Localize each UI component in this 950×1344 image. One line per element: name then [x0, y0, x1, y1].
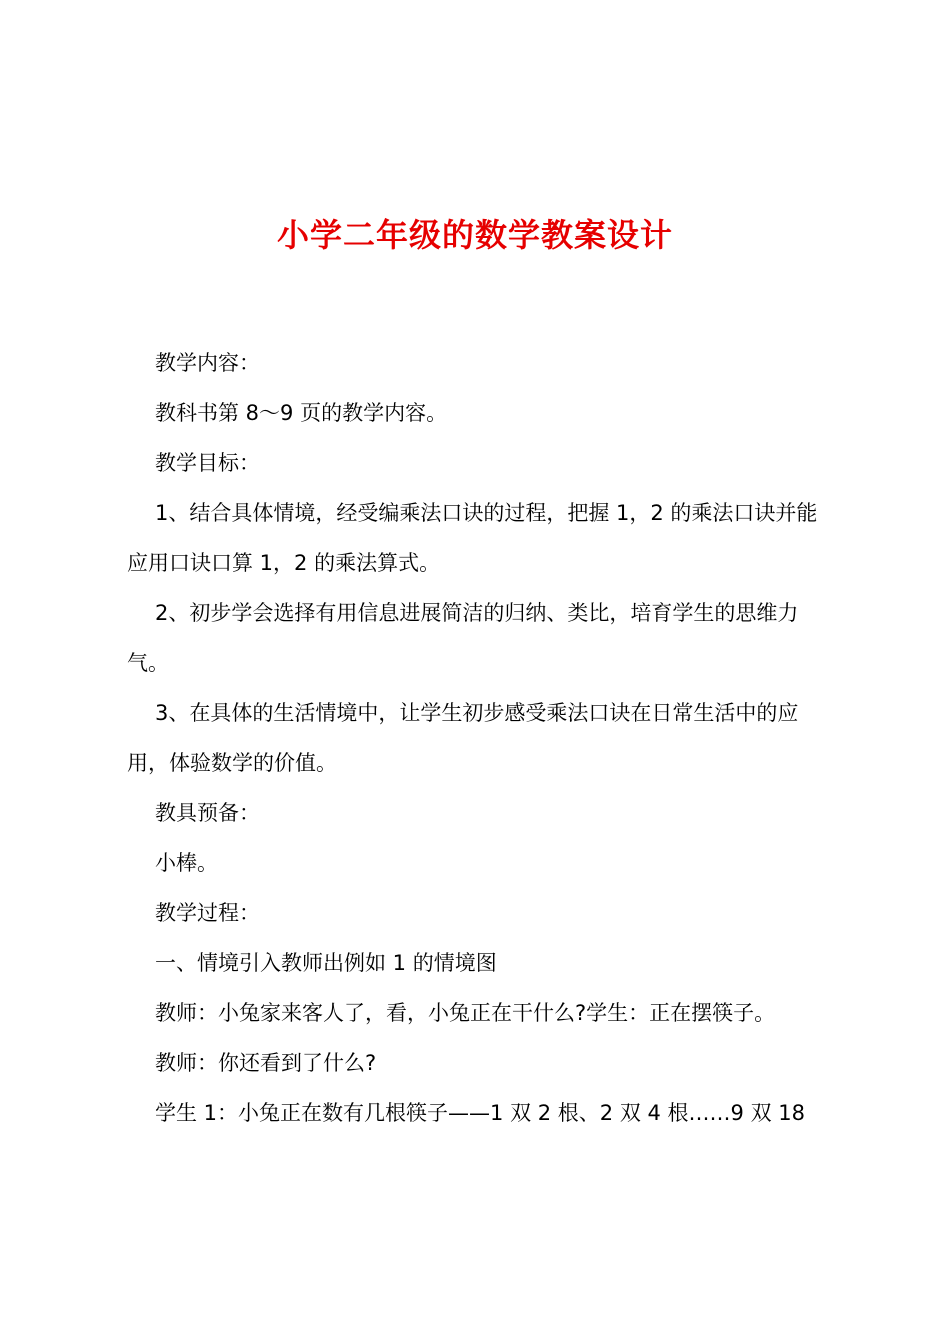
- paragraph: 学生 1：小兔正在数有几根筷子——1 双 2 根、2 双 4 根……9 双 18: [155, 1101, 805, 1125]
- paragraph: 教学内容：: [155, 351, 260, 375]
- paragraph: 教具预备：: [155, 801, 260, 825]
- paragraph: 教师：你还看到了什么?: [155, 1051, 377, 1075]
- paragraph: 一、情境引入教师出例如 1 的情境图: [155, 951, 497, 975]
- document-body: [127, 338, 833, 1138]
- paragraph: 2、初步学会选择有用信息进展简洁的归纳、类比，培育学生的思维力气。: [127, 601, 799, 675]
- paragraph: 小棒。: [155, 851, 218, 875]
- paragraph: 教科书第 8～9 页的教学内容。: [155, 401, 448, 425]
- paragraph: 教学目标：: [155, 451, 260, 475]
- paragraph: 3、在具体的生活情境中，让学生初步感受乘法口诀在日常生活中的应用，体验数学的价值。: [127, 701, 799, 775]
- paragraph: 1、结合具体情境，经受编乘法口诀的过程，把握 1，2 的乘法口诀并能应用口诀口算 1，2 的乘法算式。: [127, 501, 818, 575]
- paragraph: 教学过程：: [155, 901, 260, 925]
- paragraph: 教师：小兔家来客人了，看，小兔正在干什么?学生：正在摆筷子。: [155, 1001, 776, 1025]
- document-title: 小学二年级的数学教案设计: [276, 216, 673, 254]
